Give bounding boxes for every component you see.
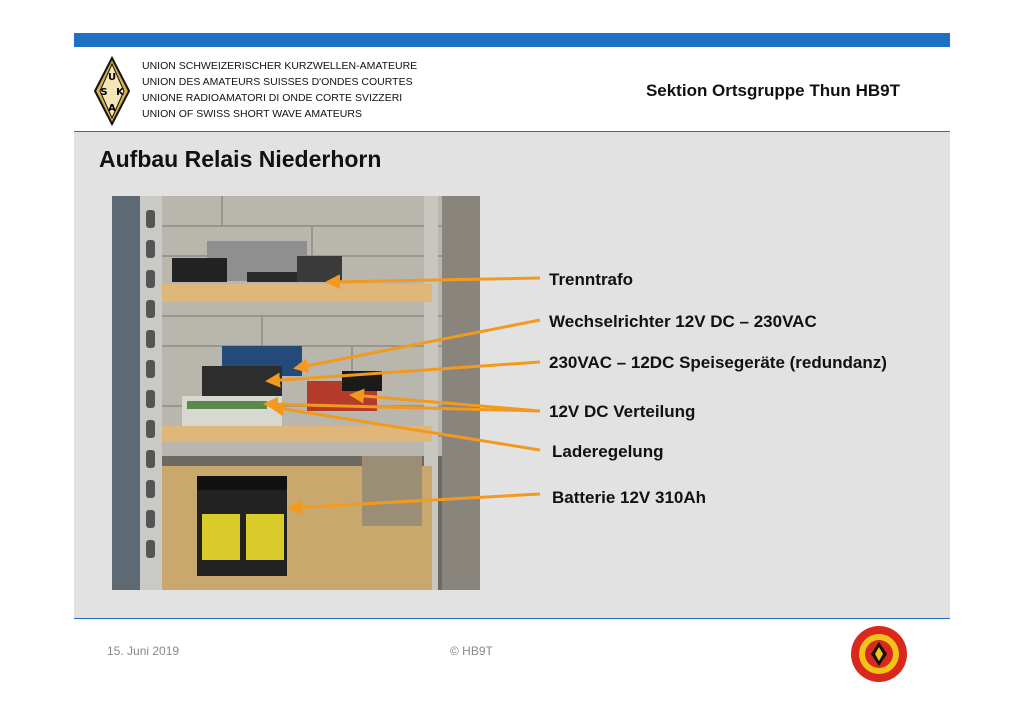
label-speisegeraete: 230VAC – 12DC Speisegeräte (redundanz): [549, 353, 887, 372]
org-line: UNION OF SWISS SHORT WAVE AMATEURS: [142, 108, 362, 120]
footer-copyright: © HB9T: [450, 644, 493, 658]
logo-letter: K: [116, 87, 124, 98]
org-line: UNION DES AMATEURS SUISSES D'ONDES COURTES: [142, 76, 413, 88]
logo-letter: S: [100, 87, 108, 98]
footer-date: 15. Juni 2019: [107, 644, 180, 658]
logo-letter: A: [108, 103, 116, 114]
label-trenntrafo: Trenntrafo: [549, 270, 634, 289]
org-line: UNION SCHWEIZERISCHER KURZWELLEN-AMATEURE: [142, 60, 418, 72]
org-line: UNIONE RADIOAMATORI DI ONDE CORTE SVIZZERI: [142, 92, 403, 104]
label-verteilung: 12V DC Verteilung: [549, 402, 696, 421]
label-laderegelung: Laderegelung: [552, 442, 664, 461]
label-batterie: Batterie 12V 310Ah: [552, 488, 707, 507]
section-badge-icon: [850, 625, 908, 683]
logo-letter: U: [107, 72, 117, 83]
organization-names: [142, 58, 417, 122]
uska-logo-icon: [93, 56, 131, 126]
rack-photo: [112, 196, 480, 590]
section-name: Sektion Ortsgruppe Thun HB9T: [645, 81, 900, 100]
label-wechselrichter: Wechselrichter 12V DC – 230VAC: [549, 312, 817, 331]
slide-title: Aufbau Relais Niederhorn: [99, 146, 382, 172]
header-accent-bar: [74, 33, 950, 47]
